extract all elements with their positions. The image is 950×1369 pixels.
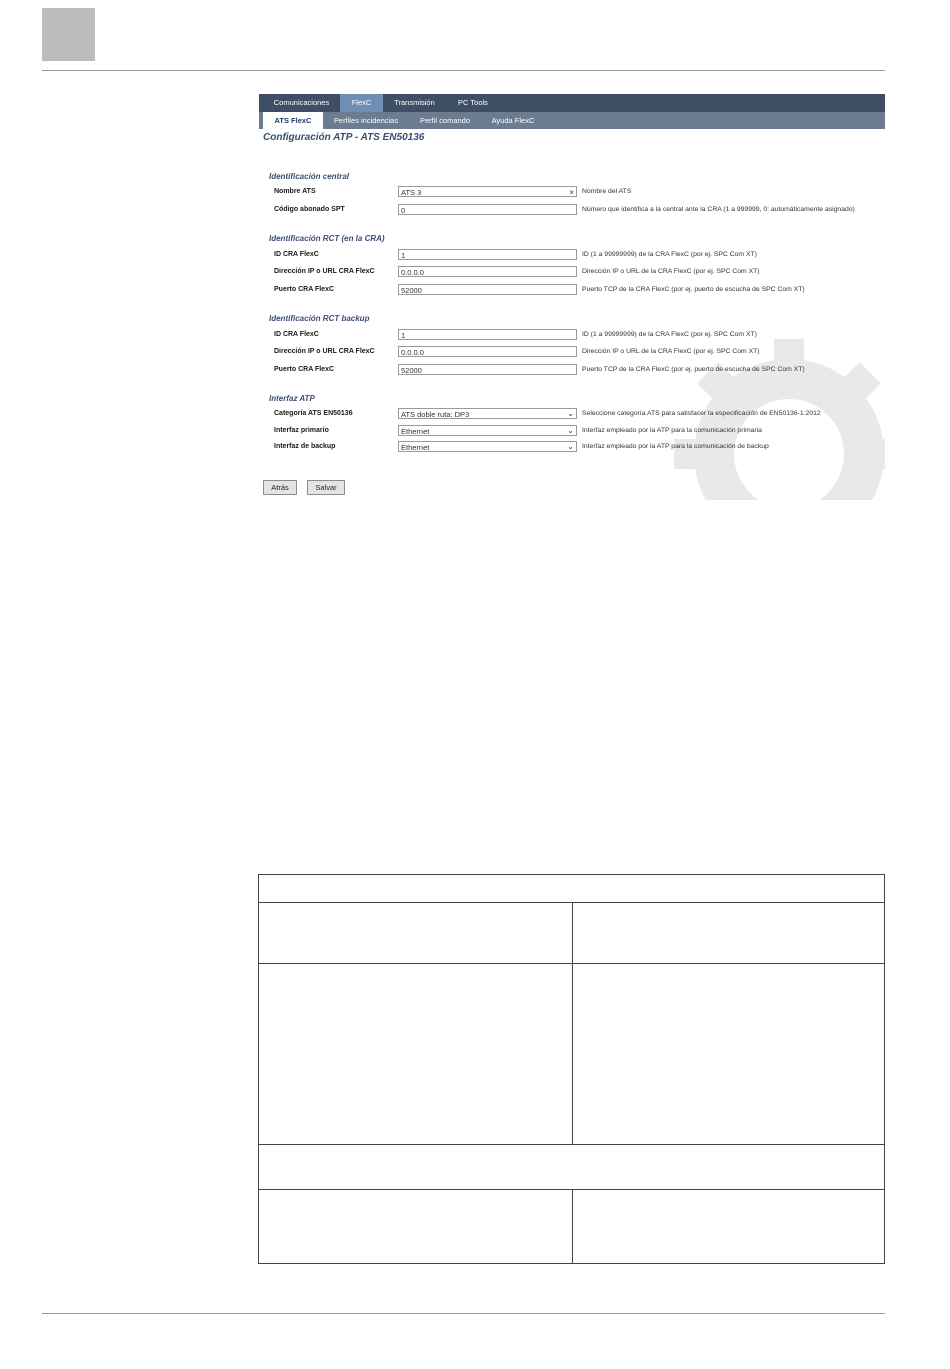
nombre-ats-input[interactable]	[398, 186, 577, 197]
codigo-abonado-input[interactable]	[398, 204, 577, 215]
backup-puerto-value: 52000	[401, 366, 422, 375]
chevron-down-icon: ⌄	[567, 409, 574, 418]
help-backup-ip: Dirección IP o URL de la CRA FlexC (por ej. SPC Com XT)	[582, 348, 760, 355]
interfaz-primario-select[interactable]	[398, 425, 577, 436]
rct-ip-input[interactable]	[398, 266, 577, 277]
table-column-rule	[572, 902, 573, 1144]
table-rule	[258, 1144, 885, 1145]
page-title: Configuración ATP - ATS EN50136	[263, 132, 425, 143]
backup-puerto-input[interactable]	[398, 364, 577, 375]
section-interfaz-title: Interfaz ATP	[269, 394, 315, 403]
help-interfaz-backup: Interfaz empleado por la ATP para la comunicación de backup	[582, 443, 769, 450]
label-categoria-ats: Categoría ATS EN50136	[274, 410, 353, 417]
help-rct-puerto: Puerto TCP de la CRA FlexC (por ej. puerto de escucha de SPC Com XT)	[582, 286, 805, 293]
label-backup-id: ID CRA FlexC	[274, 331, 319, 338]
help-rct-ip: Dirección IP o URL de la CRA FlexC (por ej. SPC Com XT)	[582, 268, 760, 275]
rct-id-input[interactable]	[398, 249, 577, 260]
rct-id-value: 1	[401, 251, 406, 260]
clear-icon[interactable]: ×	[569, 188, 574, 197]
codigo-abonado-value: 0	[401, 206, 406, 215]
rct-ip-value: 0.0.0.0	[401, 268, 424, 277]
tab-flexc[interactable]: FlexC	[340, 94, 383, 112]
subtab-ayuda-flexc[interactable]: Ayuda FlexC	[491, 116, 535, 125]
label-rct-id: ID CRA FlexC	[274, 251, 319, 258]
categoria-ats-select[interactable]	[398, 408, 577, 419]
help-backup-puerto: Puerto TCP de la CRA FlexC (por ej. puerto de escucha de SPC Com XT)	[582, 366, 805, 373]
label-nombre-ats: Nombre ATS	[274, 188, 316, 195]
label-interfaz-primario: Interfaz primario	[274, 427, 329, 434]
label-rct-puerto: Puerto CRA FlexC	[274, 286, 335, 293]
header-rule	[42, 70, 885, 71]
help-categoria-ats: Seleccione categoría ATS para satisfacer la especificación de EN50136-1:2012	[582, 410, 821, 417]
rct-puerto-input[interactable]	[398, 284, 577, 295]
save-button[interactable]: Salvar	[307, 480, 345, 495]
backup-id-input[interactable]	[398, 329, 577, 340]
back-button[interactable]: Atrás	[263, 480, 297, 495]
backup-ip-input[interactable]	[398, 346, 577, 357]
table-column-rule	[572, 1189, 573, 1264]
subtab-ats-flexc[interactable]: ATS FlexC	[263, 112, 323, 129]
help-rct-id: ID (1 a 99999999) de la CRA FlexC (por ej. SPC Com XT)	[582, 251, 757, 258]
interfaz-backup-select[interactable]	[398, 441, 577, 452]
label-interfaz-backup: Interfaz de backup	[274, 443, 336, 450]
label-backup-ip: Dirección IP o URL CRA FlexC	[274, 348, 375, 355]
interfaz-primario-value: Ethernet	[401, 427, 430, 436]
label-rct-ip: Dirección IP o URL CRA FlexC	[274, 268, 375, 275]
section-rct-title: Identificación RCT (en la CRA)	[269, 234, 385, 243]
help-backup-id: ID (1 a 99999999) de la CRA FlexC (por ej. SPC Com XT)	[582, 331, 757, 338]
help-interfaz-primario: Interfaz empleado por la ATP para la comunicación primaria	[582, 427, 762, 434]
label-backup-puerto: Puerto CRA FlexC	[274, 366, 335, 373]
tab-transmision[interactable]: Transmisión	[394, 98, 435, 107]
interfaz-backup-value: Ethernet	[401, 443, 430, 452]
subtab-perfiles-incidencias[interactable]: Perfiles incidencias	[333, 116, 399, 125]
chevron-down-icon: ⌄	[567, 442, 574, 451]
subtab-perfil-comando[interactable]: Perfil comando	[419, 116, 471, 125]
help-codigo-abonado: Número que identifica a la central ante la CRA (1 a 999999, 0: automáticamente asignado)	[582, 206, 855, 213]
chevron-down-icon: ⌄	[567, 426, 574, 435]
help-nombre-ats: Nombre del ATS	[582, 188, 632, 195]
tab-pc-tools[interactable]: PC Tools	[458, 98, 488, 107]
flexc-config-window	[259, 94, 885, 500]
section-backup-title: Identificación RCT backup	[269, 314, 370, 323]
label-codigo-abonado: Código abonado SPT	[274, 206, 345, 213]
rct-puerto-value: 52000	[401, 286, 422, 295]
footer-rule	[42, 1313, 885, 1314]
page-corner-marker	[42, 8, 95, 61]
tab-comunicaciones[interactable]: Comunicaciones	[273, 98, 330, 107]
sub-nav-bar	[259, 112, 885, 129]
backup-id-value: 1	[401, 331, 406, 340]
backup-ip-value: 0.0.0.0	[401, 348, 424, 357]
categoria-ats-value: ATS doble ruta: DP3	[401, 410, 470, 419]
nombre-ats-value: ATS 3	[401, 188, 422, 197]
section-central-title: Identificación central	[269, 172, 350, 181]
main-nav-bar	[259, 94, 885, 112]
